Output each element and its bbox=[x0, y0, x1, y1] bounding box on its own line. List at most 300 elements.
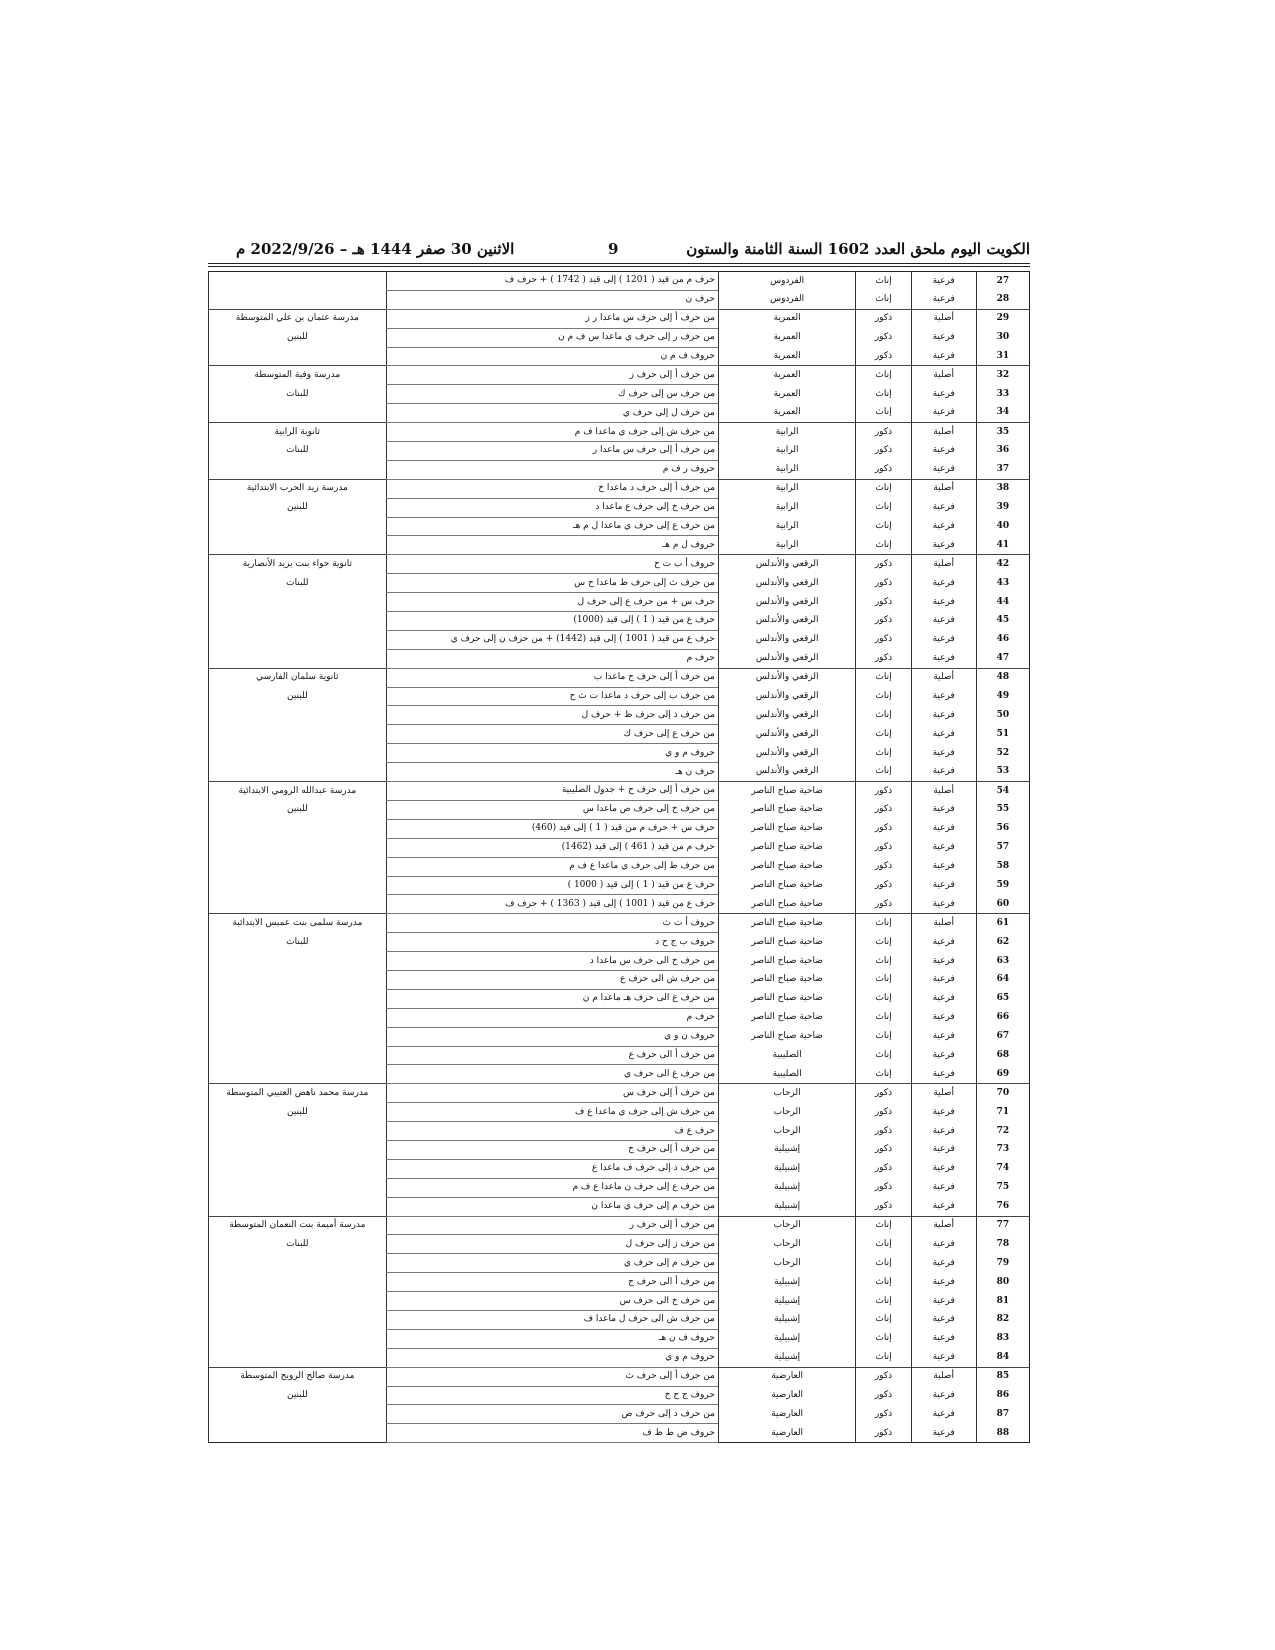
committee-type-cell: فرعية bbox=[911, 1386, 976, 1405]
area-name-cell: الرحاب bbox=[718, 1122, 856, 1141]
area-name-cell: الرقعي والأندلس bbox=[718, 687, 856, 706]
letter-range-cell: من حرف د إلى حرف ف ماعدا ع bbox=[386, 1159, 718, 1178]
row-number-cell: 77 bbox=[976, 1216, 1029, 1235]
area-name-cell: الرابية bbox=[718, 536, 856, 555]
letter-range-cell: من حرف ب إلى حرف د ماعدا ت ث ح bbox=[386, 687, 718, 706]
row-number-cell: 28 bbox=[976, 290, 1029, 309]
area-name-cell: الرقعي والأندلس bbox=[718, 630, 856, 649]
area-name-cell: إشبيلية bbox=[718, 1140, 856, 1159]
gender-cell: إناث bbox=[856, 517, 911, 536]
table-row bbox=[209, 1367, 1030, 1386]
school-name-cell: للبنات bbox=[209, 1235, 387, 1254]
gender-cell: ذكور bbox=[856, 442, 911, 461]
committee-type-cell: فرعية bbox=[911, 347, 976, 366]
gender-cell: إناث bbox=[856, 1292, 911, 1311]
table-row bbox=[209, 1027, 1030, 1046]
letter-range-cell: حروف ف م ن bbox=[386, 347, 718, 366]
committee-type-cell: فرعية bbox=[911, 895, 976, 914]
gender-cell: إناث bbox=[856, 1273, 911, 1292]
school-name-cell bbox=[209, 838, 387, 857]
committee-type-cell: أصلية bbox=[911, 914, 976, 933]
gender-cell: إناث bbox=[856, 970, 911, 989]
school-name-cell: للبنين bbox=[209, 687, 387, 706]
gender-cell: ذكور bbox=[856, 838, 911, 857]
committee-type-cell: فرعية bbox=[911, 1254, 976, 1273]
school-name-cell bbox=[209, 1159, 387, 1178]
area-name-cell: ضاحية صباح الناصر bbox=[718, 933, 856, 952]
committee-type-cell: فرعية bbox=[911, 574, 976, 593]
committee-type-cell: فرعية bbox=[911, 970, 976, 989]
school-name-cell bbox=[209, 1310, 387, 1329]
row-number-cell: 87 bbox=[976, 1405, 1029, 1424]
area-name-cell: العمرية bbox=[718, 309, 856, 328]
row-number-cell: 83 bbox=[976, 1329, 1029, 1348]
school-name-cell bbox=[209, 593, 387, 612]
letter-range-cell: حرف م bbox=[386, 649, 718, 668]
school-name-cell bbox=[209, 1008, 387, 1027]
school-name-cell bbox=[209, 1027, 387, 1046]
letter-range-cell: حرف ع ف bbox=[386, 1122, 718, 1141]
table-row bbox=[209, 1405, 1030, 1424]
school-name-cell bbox=[209, 1273, 387, 1292]
letter-range-cell: من حرف أ الى حرف ع bbox=[386, 1046, 718, 1065]
row-number-cell: 74 bbox=[976, 1159, 1029, 1178]
area-name-cell: الرابية bbox=[718, 460, 856, 479]
gender-cell: إناث bbox=[856, 1046, 911, 1065]
gender-cell: ذكور bbox=[856, 1367, 911, 1386]
table-row bbox=[209, 1310, 1030, 1329]
gender-cell: ذكور bbox=[856, 876, 911, 895]
area-name-cell: الرحاب bbox=[718, 1103, 856, 1122]
table-row bbox=[209, 952, 1030, 971]
school-name-cell bbox=[209, 1329, 387, 1348]
letter-range-cell: من حرف ر إلى حرف ي ماعدا س ف م ن bbox=[386, 328, 718, 347]
gender-cell: إناث bbox=[856, 668, 911, 687]
letter-range-cell: من حرف خ إلى حرف ع ماعدا د bbox=[386, 498, 718, 517]
table-row bbox=[209, 272, 1030, 291]
letter-range-cell: من حرف ط إلى حرف ي ماعدا ع ف م bbox=[386, 857, 718, 876]
area-name-cell: الرابية bbox=[718, 479, 856, 498]
area-name-cell: ضاحية صباح الناصر bbox=[718, 857, 856, 876]
row-number-cell: 60 bbox=[976, 895, 1029, 914]
letter-range-cell: من حرف ث إلى حرف ظ ماعدا ح س bbox=[386, 574, 718, 593]
gender-cell: إناث bbox=[856, 479, 911, 498]
row-number-cell: 66 bbox=[976, 1008, 1029, 1027]
table-row bbox=[209, 290, 1030, 309]
school-name-cell bbox=[209, 517, 387, 536]
school-name-cell bbox=[209, 876, 387, 895]
row-number-cell: 62 bbox=[976, 933, 1029, 952]
letter-range-cell: من حرف ذ إلى حرف ظ + حرف ل bbox=[386, 706, 718, 725]
table-row bbox=[209, 479, 1030, 498]
gender-cell: إناث bbox=[856, 952, 911, 971]
school-name-cell bbox=[209, 649, 387, 668]
row-number-cell: 46 bbox=[976, 630, 1029, 649]
table-row bbox=[209, 1254, 1030, 1273]
area-name-cell: العارضية bbox=[718, 1424, 856, 1443]
table-row bbox=[209, 1329, 1030, 1348]
table-row bbox=[209, 744, 1030, 763]
row-number-cell: 41 bbox=[976, 536, 1029, 555]
table-row bbox=[209, 1122, 1030, 1141]
gender-cell: ذكور bbox=[856, 1103, 911, 1122]
area-name-cell: ضاحية صباح الناصر bbox=[718, 952, 856, 971]
school-name-cell: ثانوية سلمان الفارسي bbox=[209, 668, 387, 687]
row-number-cell: 80 bbox=[976, 1273, 1029, 1292]
committee-type-cell: فرعية bbox=[911, 933, 976, 952]
row-number-cell: 70 bbox=[976, 1084, 1029, 1103]
school-name-cell: ثانوية حواء بنت يزيد الأنصارية bbox=[209, 555, 387, 574]
letter-range-cell: من حرف ع إلى حرف ن ماعدا ع ف م bbox=[386, 1178, 718, 1197]
committee-type-cell: فرعية bbox=[911, 1027, 976, 1046]
committee-type-cell: فرعية bbox=[911, 1159, 976, 1178]
table-row bbox=[209, 1140, 1030, 1159]
school-name-cell: للبنين bbox=[209, 328, 387, 347]
committee-type-cell: فرعية bbox=[911, 1273, 976, 1292]
letter-range-cell: حروف أ ت ث bbox=[386, 914, 718, 933]
issue-date: الاثنين 30 صفر 1444 هـ – 2022/9/26 م bbox=[236, 240, 515, 258]
school-name-cell: مدرسة أميمة بنت النعمان المتوسطة bbox=[209, 1216, 387, 1235]
school-name-cell: مدرسة محمد ناهض العتيبي المتوسطة bbox=[209, 1084, 387, 1103]
area-name-cell: الرقعي والأندلس bbox=[718, 649, 856, 668]
area-name-cell: الفردوس bbox=[718, 290, 856, 309]
school-name-cell: مدرسة عبدالله الرومي الابتدائية bbox=[209, 782, 387, 801]
gender-cell: ذكور bbox=[856, 574, 911, 593]
committee-type-cell: أصلية bbox=[911, 782, 976, 801]
publication-title: الكويت اليوم ملحق العدد 1602 السنة الثامنة والستون bbox=[686, 240, 1030, 258]
gender-cell: إناث bbox=[856, 1235, 911, 1254]
area-name-cell: إشبيلية bbox=[718, 1310, 856, 1329]
committee-type-cell: فرعية bbox=[911, 838, 976, 857]
letter-range-cell: من حرف ع إلى حرف ك bbox=[386, 725, 718, 744]
area-name-cell: ضاحية صباح الناصر bbox=[718, 876, 856, 895]
table-row bbox=[209, 933, 1030, 952]
table-row bbox=[209, 763, 1030, 782]
letter-range-cell: من حرف خ إلى حرف ص ماعدا س bbox=[386, 800, 718, 819]
gender-cell: إناث bbox=[856, 744, 911, 763]
table-row bbox=[209, 1197, 1030, 1216]
committee-type-cell: فرعية bbox=[911, 1103, 976, 1122]
area-name-cell: الفردوس bbox=[718, 272, 856, 291]
table-row bbox=[209, 555, 1030, 574]
letter-range-cell: من حرف أ إلى حرف س ماعدا ر ز bbox=[386, 309, 718, 328]
letter-range-cell: من حرف ل إلى حرف ي bbox=[386, 404, 718, 423]
letter-range-cell: من حرف غ الى حرف هـ ماعدا م ن bbox=[386, 989, 718, 1008]
committee-table-body bbox=[209, 272, 1030, 1443]
gender-cell: إناث bbox=[856, 763, 911, 782]
header-rule-bottom bbox=[208, 266, 1030, 267]
row-number-cell: 50 bbox=[976, 706, 1029, 725]
letter-range-cell: حرف ع من قيد ( 1 ) إلى قيد (1000) bbox=[386, 612, 718, 631]
row-number-cell: 61 bbox=[976, 914, 1029, 933]
school-name-cell bbox=[209, 819, 387, 838]
row-number-cell: 81 bbox=[976, 1292, 1029, 1311]
table-row bbox=[209, 1216, 1030, 1235]
row-number-cell: 67 bbox=[976, 1027, 1029, 1046]
committee-type-cell: فرعية bbox=[911, 272, 976, 291]
area-name-cell: إشبيلية bbox=[718, 1273, 856, 1292]
row-number-cell: 37 bbox=[976, 460, 1029, 479]
gender-cell: ذكور bbox=[856, 1084, 911, 1103]
table-row bbox=[209, 1235, 1030, 1254]
table-row bbox=[209, 442, 1030, 461]
committee-type-cell: فرعية bbox=[911, 328, 976, 347]
area-name-cell: الرقعي والأندلس bbox=[718, 706, 856, 725]
area-name-cell: العارضية bbox=[718, 1386, 856, 1405]
gender-cell: إناث bbox=[856, 687, 911, 706]
row-number-cell: 52 bbox=[976, 744, 1029, 763]
gender-cell: إناث bbox=[856, 1254, 911, 1273]
letter-range-cell: من حرف ع إلى حرف ي ماعدا ل م هـ bbox=[386, 517, 718, 536]
table-row bbox=[209, 782, 1030, 801]
school-name-cell bbox=[209, 1178, 387, 1197]
row-number-cell: 32 bbox=[976, 366, 1029, 385]
school-name-cell bbox=[209, 460, 387, 479]
school-name-cell bbox=[209, 347, 387, 366]
committee-type-cell: فرعية bbox=[911, 593, 976, 612]
letter-range-cell: من حرف أ إلى حرف د ماعدا خ bbox=[386, 479, 718, 498]
row-number-cell: 85 bbox=[976, 1367, 1029, 1386]
area-name-cell: الرقعي والأندلس bbox=[718, 555, 856, 574]
table-row bbox=[209, 630, 1030, 649]
letter-range-cell: حرف ن bbox=[386, 290, 718, 309]
row-number-cell: 58 bbox=[976, 857, 1029, 876]
school-name-cell bbox=[209, 1065, 387, 1084]
area-name-cell: الرقعي والأندلس bbox=[718, 668, 856, 687]
row-number-cell: 78 bbox=[976, 1235, 1029, 1254]
gender-cell: ذكور bbox=[856, 460, 911, 479]
gender-cell: ذكور bbox=[856, 1178, 911, 1197]
area-name-cell: العمرية bbox=[718, 328, 856, 347]
table-row bbox=[209, 838, 1030, 857]
school-name-cell bbox=[209, 857, 387, 876]
gender-cell: إناث bbox=[856, 1027, 911, 1046]
row-number-cell: 44 bbox=[976, 593, 1029, 612]
table-row bbox=[209, 989, 1030, 1008]
row-number-cell: 88 bbox=[976, 1424, 1029, 1443]
committee-type-cell: فرعية bbox=[911, 876, 976, 895]
committee-type-cell: فرعية bbox=[911, 517, 976, 536]
committee-type-cell: أصلية bbox=[911, 366, 976, 385]
row-number-cell: 33 bbox=[976, 385, 1029, 404]
area-name-cell: الرقعي والأندلس bbox=[718, 574, 856, 593]
letter-range-cell: من حرف أ إلى حرف ح ماعدا ب bbox=[386, 668, 718, 687]
letter-range-cell: حرف م من قيد ( 461 ) إلى قيد (1462) bbox=[386, 838, 718, 857]
letter-range-cell: حروف ف ن هـ bbox=[386, 1329, 718, 1348]
row-number-cell: 76 bbox=[976, 1197, 1029, 1216]
letter-range-cell: حروف ج ح خ bbox=[386, 1386, 718, 1405]
table-row bbox=[209, 706, 1030, 725]
committee-type-cell: فرعية bbox=[911, 857, 976, 876]
area-name-cell: الرقعي والأندلس bbox=[718, 763, 856, 782]
row-number-cell: 43 bbox=[976, 574, 1029, 593]
table-row bbox=[209, 1008, 1030, 1027]
letter-range-cell: حروف أ ب ت ح bbox=[386, 555, 718, 574]
row-number-cell: 65 bbox=[976, 989, 1029, 1008]
gender-cell: إناث bbox=[856, 385, 911, 404]
letter-range-cell: حرف س + حرف م من قيد ( 1 ) إلى قيد (460) bbox=[386, 819, 718, 838]
row-number-cell: 63 bbox=[976, 952, 1029, 971]
letter-range-cell: من حرف أ إلى حرف ر bbox=[386, 1216, 718, 1235]
area-name-cell: الرحاب bbox=[718, 1084, 856, 1103]
table-row bbox=[209, 309, 1030, 328]
area-name-cell: الرابية bbox=[718, 442, 856, 461]
row-number-cell: 40 bbox=[976, 517, 1029, 536]
area-name-cell: ضاحية صباح الناصر bbox=[718, 914, 856, 933]
school-name-cell bbox=[209, 272, 387, 291]
gender-cell: ذكور bbox=[856, 593, 911, 612]
school-name-cell bbox=[209, 290, 387, 309]
letter-range-cell: من حرف م إلى حرف ي bbox=[386, 1254, 718, 1273]
committee-type-cell: فرعية bbox=[911, 819, 976, 838]
table-row bbox=[209, 574, 1030, 593]
area-name-cell: ضاحية صباح الناصر bbox=[718, 800, 856, 819]
letter-range-cell: حروف ب ج ح د bbox=[386, 933, 718, 952]
school-name-cell: للبنات bbox=[209, 933, 387, 952]
table-row bbox=[209, 460, 1030, 479]
row-number-cell: 68 bbox=[976, 1046, 1029, 1065]
table-row bbox=[209, 536, 1030, 555]
row-number-cell: 56 bbox=[976, 819, 1029, 838]
committee-type-cell: فرعية bbox=[911, 1046, 976, 1065]
committee-type-cell: فرعية bbox=[911, 1122, 976, 1141]
area-name-cell: ضاحية صباح الناصر bbox=[718, 782, 856, 801]
row-number-cell: 84 bbox=[976, 1348, 1029, 1367]
letter-range-cell: حرف م من قيد ( 1201 ) إلى قيد ( 1742 ) + حرف ف bbox=[386, 272, 718, 291]
committee-type-cell: فرعية bbox=[911, 989, 976, 1008]
row-number-cell: 34 bbox=[976, 404, 1029, 423]
area-name-cell: الرقعي والأندلس bbox=[718, 612, 856, 631]
gender-cell: ذكور bbox=[856, 1122, 911, 1141]
table-row bbox=[209, 347, 1030, 366]
row-number-cell: 71 bbox=[976, 1103, 1029, 1122]
row-number-cell: 54 bbox=[976, 782, 1029, 801]
gender-cell: إناث bbox=[856, 1310, 911, 1329]
school-name-cell bbox=[209, 1292, 387, 1311]
row-number-cell: 69 bbox=[976, 1065, 1029, 1084]
area-name-cell: ضاحية صباح الناصر bbox=[718, 1027, 856, 1046]
row-number-cell: 59 bbox=[976, 876, 1029, 895]
gender-cell: إناث bbox=[856, 725, 911, 744]
table-row bbox=[209, 1386, 1030, 1405]
gender-cell: إناث bbox=[856, 272, 911, 291]
table-row bbox=[209, 876, 1030, 895]
committee-type-cell: فرعية bbox=[911, 1008, 976, 1027]
table-row bbox=[209, 498, 1030, 517]
table-row bbox=[209, 725, 1030, 744]
area-name-cell: الرقعي والأندلس bbox=[718, 593, 856, 612]
school-name-cell bbox=[209, 952, 387, 971]
committee-type-cell: فرعية bbox=[911, 1348, 976, 1367]
committee-type-cell: أصلية bbox=[911, 1216, 976, 1235]
committee-type-cell: أصلية bbox=[911, 1084, 976, 1103]
committee-type-cell: فرعية bbox=[911, 498, 976, 517]
gender-cell: إناث bbox=[856, 1008, 911, 1027]
letter-range-cell: من حرف أ إلى حرف ح + جدول الصليبية bbox=[386, 782, 718, 801]
committee-type-cell: أصلية bbox=[911, 423, 976, 442]
letter-range-cell: حروف م و ي bbox=[386, 744, 718, 763]
row-number-cell: 35 bbox=[976, 423, 1029, 442]
committee-type-cell: فرعية bbox=[911, 460, 976, 479]
gender-cell: ذكور bbox=[856, 309, 911, 328]
row-number-cell: 53 bbox=[976, 763, 1029, 782]
letter-range-cell: من حرف غ الى حرف ي bbox=[386, 1065, 718, 1084]
row-number-cell: 31 bbox=[976, 347, 1029, 366]
school-name-cell bbox=[209, 612, 387, 631]
area-name-cell: الرابية bbox=[718, 423, 856, 442]
table-row bbox=[209, 895, 1030, 914]
row-number-cell: 47 bbox=[976, 649, 1029, 668]
table-row bbox=[209, 1424, 1030, 1443]
letter-range-cell: حرف ع من قيد ( 1 ) إلى قيد ( 1000 ) bbox=[386, 876, 718, 895]
area-name-cell: ضاحية صباح الناصر bbox=[718, 1008, 856, 1027]
committee-type-cell: فرعية bbox=[911, 1329, 976, 1348]
gender-cell: ذكور bbox=[856, 857, 911, 876]
committee-type-cell: فرعية bbox=[911, 630, 976, 649]
row-number-cell: 73 bbox=[976, 1140, 1029, 1159]
table-row bbox=[209, 423, 1030, 442]
table-row bbox=[209, 1178, 1030, 1197]
school-name-cell: مدرسة وفية المتوسطة bbox=[209, 366, 387, 385]
committee-type-cell: فرعية bbox=[911, 1310, 976, 1329]
row-number-cell: 86 bbox=[976, 1386, 1029, 1405]
committee-type-cell: فرعية bbox=[911, 442, 976, 461]
gender-cell: ذكور bbox=[856, 328, 911, 347]
gender-cell: ذكور bbox=[856, 1197, 911, 1216]
committee-type-cell: فرعية bbox=[911, 952, 976, 971]
row-number-cell: 36 bbox=[976, 442, 1029, 461]
gender-cell: ذكور bbox=[856, 612, 911, 631]
school-name-cell: للبنات bbox=[209, 442, 387, 461]
table-row bbox=[209, 1348, 1030, 1367]
area-name-cell: ضاحية صباح الناصر bbox=[718, 819, 856, 838]
area-name-cell: ضاحية صباح الناصر bbox=[718, 989, 856, 1008]
area-name-cell: الرحاب bbox=[718, 1254, 856, 1273]
gender-cell: ذكور bbox=[856, 1386, 911, 1405]
gender-cell: إناث bbox=[856, 366, 911, 385]
committee-type-cell: فرعية bbox=[911, 1178, 976, 1197]
committee-type-cell: فرعية bbox=[911, 1405, 976, 1424]
committee-type-cell: فرعية bbox=[911, 1065, 976, 1084]
row-number-cell: 57 bbox=[976, 838, 1029, 857]
committee-type-cell: أصلية bbox=[911, 309, 976, 328]
letter-range-cell: من حرف ش الى حرف ل ماعدا ف bbox=[386, 1310, 718, 1329]
school-name-cell bbox=[209, 1254, 387, 1273]
school-name-cell: مدرسة سلمى بنت عميس الابتدائية bbox=[209, 914, 387, 933]
school-name-cell bbox=[209, 1122, 387, 1141]
row-number-cell: 79 bbox=[976, 1254, 1029, 1273]
school-name-cell: مدرسة صالح الرويح المتوسطة bbox=[209, 1367, 387, 1386]
committee-type-cell: فرعية bbox=[911, 744, 976, 763]
school-name-cell bbox=[209, 404, 387, 423]
table-row bbox=[209, 800, 1030, 819]
gender-cell: ذكور bbox=[856, 423, 911, 442]
letter-range-cell: من حرف خ الى حرف س bbox=[386, 1292, 718, 1311]
committee-type-cell: فرعية bbox=[911, 1197, 976, 1216]
gender-cell: إناث bbox=[856, 914, 911, 933]
committee-type-cell: فرعية bbox=[911, 706, 976, 725]
school-name-cell bbox=[209, 1424, 387, 1443]
area-name-cell: الرقعي والأندلس bbox=[718, 744, 856, 763]
table-row bbox=[209, 668, 1030, 687]
letter-range-cell: من حرف ش الى حرف ع bbox=[386, 970, 718, 989]
row-number-cell: 27 bbox=[976, 272, 1029, 291]
school-name-cell bbox=[209, 1348, 387, 1367]
table-row bbox=[209, 1065, 1030, 1084]
area-name-cell: إشبيلية bbox=[718, 1292, 856, 1311]
committee-type-cell: أصلية bbox=[911, 668, 976, 687]
area-name-cell: الصليبية bbox=[718, 1046, 856, 1065]
